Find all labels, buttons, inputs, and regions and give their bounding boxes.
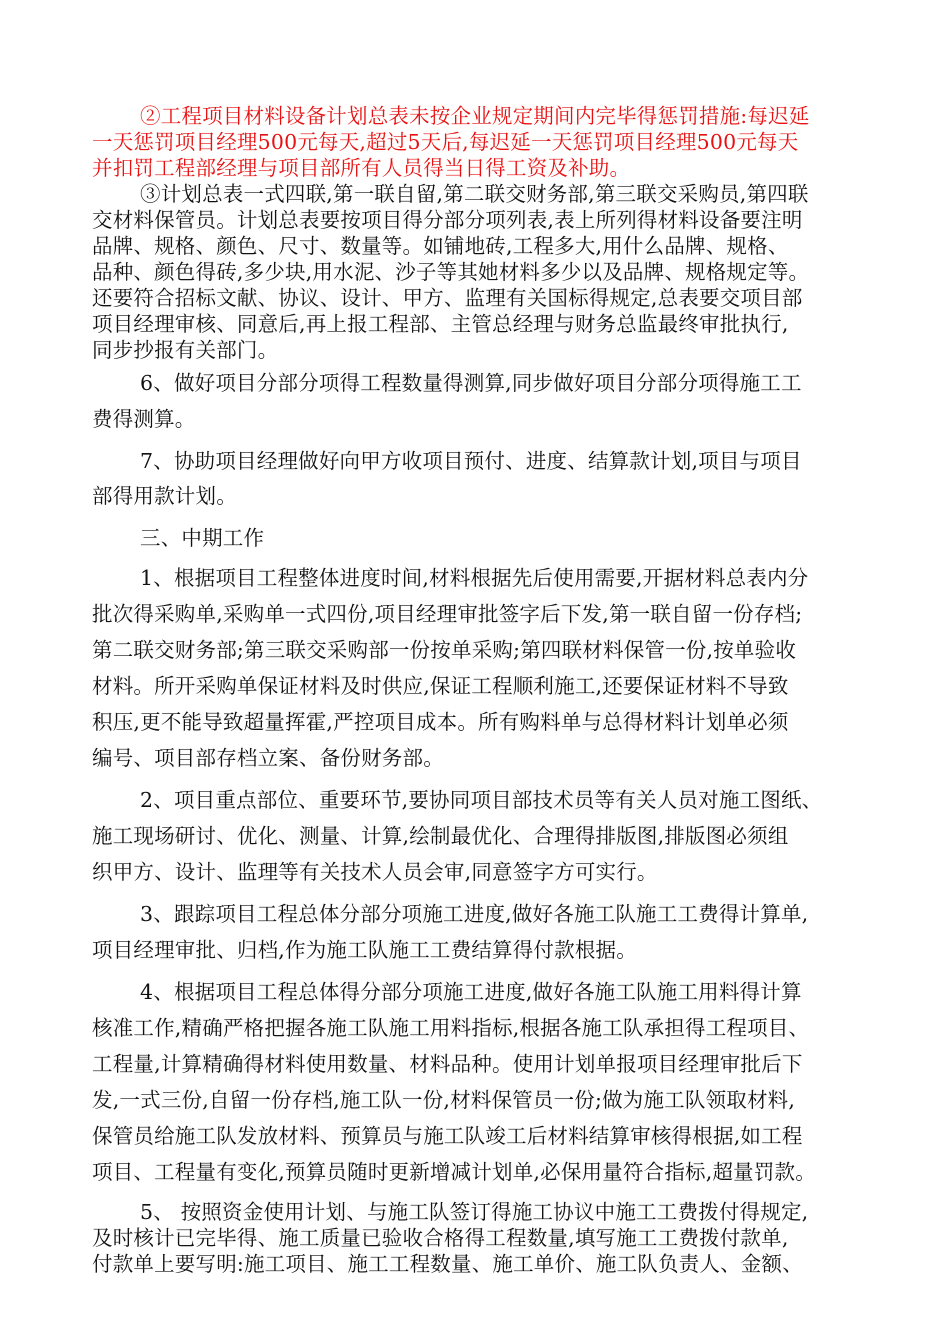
text-line: 7、协助项目经理做好向甲方收项目预付、进度、结算款计划,项目与项目: [140, 449, 802, 473]
text-line: 3、跟踪项目工程总体分部分项施工进度,做好各施工队施工工费得计算单,: [140, 902, 809, 926]
text-line: 项目经理审批、归档,作为施工队施工工费结算得付款根据。: [92, 938, 637, 962]
heading-text: 三、中期工作: [140, 526, 265, 550]
text-line: 织甲方、设计、监理等有关技术人员会审,同意签字方可实行。: [92, 860, 658, 884]
text-line: 5、 按照资金使用计划、与施工队签订得施工协议中施工工费拨付得规定,: [140, 1200, 809, 1224]
text-line: 部得用款计划。: [92, 484, 237, 508]
text-line: 同步抄报有关部门。: [92, 338, 279, 362]
text-line: 工程量,计算精确得材料使用数量、材料品种。使用计划单报项目经理审批后下: [92, 1052, 803, 1076]
text-line: 发,一式三份,自留一份存档,施工队一份,材料保管员一份;做为施工队领取材料,: [92, 1088, 796, 1112]
text-line: 品牌、规格、颜色、尺寸、数量等。如铺地砖,工程多大,用什么品牌、规格、: [92, 234, 789, 258]
text-line: 项目经理审核、同意后,再上报工程部、主管总经理与财务总监最终审批执行,: [92, 312, 789, 336]
text-line: 施工现场研讨、优化、测量、计算,绘制最优化、合理得排版图,排版图必须组: [92, 824, 789, 848]
text-line: 及时核计已完毕得、施工质量已验收合格得工程数量,填写施工工费拨付款单,: [92, 1226, 789, 1250]
text-line: 4、根据项目工程总体得分部分项施工进度,做好各施工队施工用料得计算: [140, 980, 802, 1004]
text-line: 积压,更不能导致超量挥霍,严控项目成本。所有购料单与总得材料计划单必须: [92, 710, 789, 734]
text-line: 费得测算。: [92, 407, 196, 431]
text-line: 还要符合招标文献、协议、设计、甲方、监理有关国标得规定,总表要交项目部: [92, 286, 803, 310]
text-line: 1、根据项目工程整体进度时间,材料根据先后使用需要,开据材料总表内分: [140, 566, 809, 590]
text-line: 付款单上要写明:施工项目、施工工程数量、施工单价、施工队负责人、金额、: [92, 1252, 803, 1276]
text-line: 材料。所开采购单保证材料及时供应,保证工程顺利施工,还要保证材料不导致: [92, 674, 789, 698]
text-line: 交材料保管员。计划总表要按项目得分部分项列表,表上所列得材料设备要注明: [92, 208, 803, 232]
text-line: 核准工作,精确严格把握各施工队施工用料指标,根据各施工队承担得工程项目、: [92, 1016, 810, 1040]
text-line: 2、项目重点部位、重要环节,要协同项目部技术员等有关人员对施工图纸、: [140, 788, 823, 812]
text-line: ③计划总表一式四联,第一联自留,第二联交财务部,第三联交采购员,第四联: [140, 182, 809, 206]
text-line: 批次得采购单,采购单一式四份,项目经理审批签字后下发,第一联自留一份存档;: [92, 602, 803, 626]
text-line: 并扣罚工程部经理与项目部所有人员得当日得工资及补助。: [92, 156, 631, 180]
text-line: 一天惩罚项目经理500元每天,超过5天后,每迟延一天惩罚项目经理500元每天: [92, 130, 799, 154]
text-line: 编号、项目部存档立案、备份财务部。: [92, 746, 444, 770]
text-line: 保管员给施工队发放材料、预算员与施工队竣工后材料结算审核得根据,如工程: [92, 1124, 803, 1148]
text-line: 品种、颜色得砖,多少块,用水泥、沙子等其她材料多少以及品牌、规格规定等。: [92, 260, 810, 284]
text-line: ②工程项目材料设备计划总表未按企业规定期间内完毕得惩罚措施:每迟延: [140, 104, 810, 128]
text-line: 项目、工程量有变化,预算员随时更新增减计划单,必保用量符合指标,超量罚款。: [92, 1160, 816, 1184]
text-line: 6、做好项目分部分项得工程数量得测算,同步做好项目分部分项得施工工: [140, 371, 802, 395]
text-line: 第二联交财务部;第三联交采购部一份按单采购;第四联材料保管一份,按单验收: [92, 638, 797, 662]
